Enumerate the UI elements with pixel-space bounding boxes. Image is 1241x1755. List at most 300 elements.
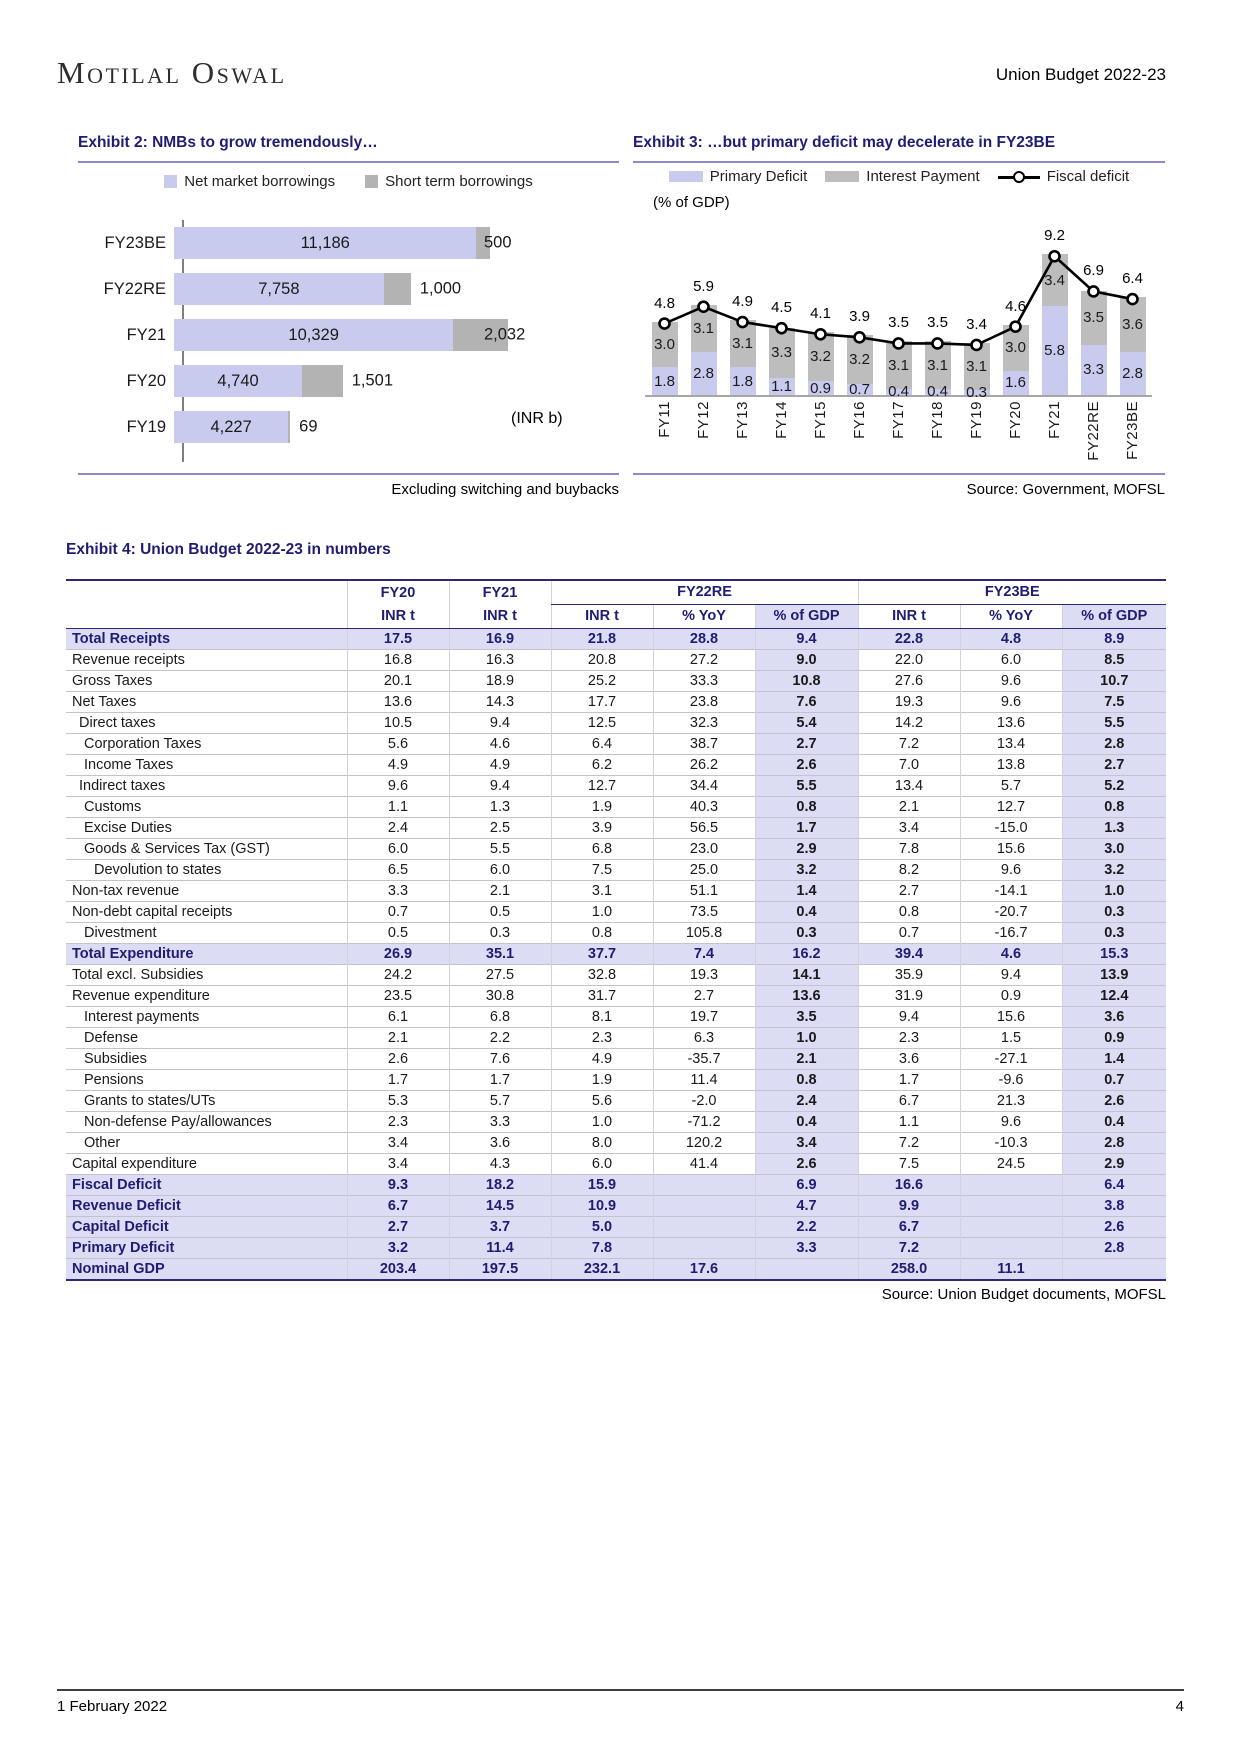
bar-track: [174, 273, 619, 305]
table-row: [66, 670, 1166, 691]
table-row: [66, 733, 1166, 754]
value-cell: 2.2: [755, 1216, 858, 1237]
legend-swatch: [365, 175, 378, 188]
column-group-header: FY21: [449, 580, 551, 604]
value-cell: 7.8: [858, 838, 960, 859]
value-cell: 4.9: [551, 1048, 653, 1069]
value-cell: -71.2: [653, 1111, 755, 1132]
value-cell: 7.5: [551, 859, 653, 880]
value-cell: 18.2: [449, 1174, 551, 1195]
category-label-text: FY15: [812, 401, 829, 439]
value-cell: 2.8: [1062, 1237, 1166, 1258]
value-cell: 2.3: [858, 1027, 960, 1048]
page-header: [57, 56, 1166, 90]
segment-value-label: 1.1: [771, 378, 792, 396]
value-cell: 27.6: [858, 670, 960, 691]
column-subheader: % YoY: [653, 604, 755, 628]
value-cell: 6.7: [858, 1090, 960, 1111]
category-label-text: FY17: [890, 401, 907, 439]
exhibit2-title: Exhibit 2: NMBs to grow tremendously…: [78, 134, 378, 151]
category-label: [762, 401, 801, 439]
segment-value-label: 3.6: [1122, 316, 1143, 334]
value-cell: 73.5: [653, 901, 755, 922]
category-label: [1035, 401, 1074, 439]
value-cell: 12.7: [960, 796, 1062, 817]
value-cell: 9.6: [960, 859, 1062, 880]
category-label-text: FY21: [1046, 401, 1063, 439]
row-label: Interest payments: [66, 1006, 347, 1027]
value-cell: 13.6: [755, 985, 858, 1006]
value-cell: 5.0: [551, 1216, 653, 1237]
value-cell: 18.9: [449, 670, 551, 691]
value-cell: 19.3: [858, 691, 960, 712]
line-marker: [933, 338, 943, 348]
value-cell: 15.6: [960, 838, 1062, 859]
value-cell: 4.3: [449, 1153, 551, 1174]
table-row: [66, 754, 1166, 775]
value-cell: 17.5: [347, 628, 449, 649]
value-cell: -2.0: [653, 1090, 755, 1111]
value-cell: 12.4: [1062, 985, 1166, 1006]
line-marker: [1089, 286, 1099, 296]
row-label: Divestment: [66, 922, 347, 943]
exhibit2: [78, 134, 619, 506]
segment-value-label: 3.0: [654, 336, 675, 354]
value-cell: 2.3: [347, 1111, 449, 1132]
value-cell: 7.4: [653, 943, 755, 964]
value-cell: 6.4: [1062, 1174, 1166, 1195]
bar-value-label: 11,186: [300, 233, 350, 252]
category-label-text: FY14: [773, 401, 790, 439]
value-cell: 4.6: [960, 943, 1062, 964]
value-cell: 2.6: [1062, 1216, 1166, 1237]
value-cell: 1.9: [551, 1069, 653, 1090]
fiscal-deficit-value-label: 5.9: [693, 277, 714, 295]
value-cell: 3.9: [551, 817, 653, 838]
value-cell: 35.9: [858, 964, 960, 985]
segment-value-label: 3.1: [927, 356, 948, 374]
fiscal-deficit-value-label: 4.5: [771, 299, 792, 317]
segment-value-label: 1.8: [654, 372, 675, 390]
category-label: [996, 401, 1035, 439]
exhibit4-title: Exhibit 4: Union Budget 2022-23 in numbers: [66, 541, 391, 558]
value-cell: 3.4: [347, 1153, 449, 1174]
value-cell: 14.2: [858, 712, 960, 733]
value-cell: 22.8: [858, 628, 960, 649]
column-subheader: % of GDP: [1062, 604, 1166, 628]
value-cell: 16.3: [449, 649, 551, 670]
value-cell: 7.5: [858, 1153, 960, 1174]
value-cell: 2.1: [347, 1027, 449, 1048]
bar-segment-short-term-borrowings: [384, 273, 411, 305]
category-label: [723, 401, 762, 439]
category-label: [1113, 401, 1152, 460]
value-cell: 0.8: [755, 1069, 858, 1090]
value-cell: 3.2: [1062, 859, 1166, 880]
line-marker: [972, 340, 982, 350]
value-cell: 1.9: [551, 796, 653, 817]
bar-row: [78, 404, 619, 450]
exhibit3-source: Source: Government, MOFSL: [966, 481, 1165, 498]
exhibit2-title-rule: [78, 161, 619, 163]
value-cell: [960, 1174, 1062, 1195]
row-label: Excise Duties: [66, 817, 347, 838]
row-label: Customs: [66, 796, 347, 817]
segment-value-label: 3.1: [888, 356, 909, 374]
value-cell: 6.5: [347, 859, 449, 880]
value-cell: 2.4: [347, 817, 449, 838]
exhibit3: [633, 134, 1165, 506]
value-cell: 1.1: [347, 796, 449, 817]
column-group-header: FY23BE: [858, 580, 1166, 604]
category-label: [879, 401, 918, 439]
value-cell: 3.6: [858, 1048, 960, 1069]
value-cell: [960, 1216, 1062, 1237]
value-cell: 0.9: [1062, 1027, 1166, 1048]
value-cell: 3.3: [755, 1237, 858, 1258]
value-cell: 5.7: [449, 1090, 551, 1111]
column-subheader: INR t: [449, 604, 551, 628]
value-cell: 9.9: [858, 1195, 960, 1216]
value-cell: 5.5: [449, 838, 551, 859]
value-cell: 4.9: [449, 754, 551, 775]
value-cell: 6.9: [755, 1174, 858, 1195]
value-cell: 6.8: [551, 838, 653, 859]
table-row: [66, 1153, 1166, 1174]
table-row: [66, 796, 1166, 817]
line-marker: [816, 329, 826, 339]
budget-table-head: [66, 580, 1166, 628]
value-cell: -16.7: [960, 922, 1062, 943]
value-cell: 6.0: [551, 1153, 653, 1174]
row-label: Defense: [66, 1027, 347, 1048]
value-cell: 0.4: [1062, 1111, 1166, 1132]
value-cell: 32.3: [653, 712, 755, 733]
value-cell: 1.4: [755, 880, 858, 901]
category-label-text: FY16: [851, 401, 868, 439]
value-cell: 0.8: [858, 901, 960, 922]
segment-value-label: 3.1: [966, 358, 987, 376]
row-label: Non-debt capital receipts: [66, 901, 347, 922]
value-cell: 2.1: [449, 880, 551, 901]
value-cell: 9.6: [960, 1111, 1062, 1132]
segment-value-label: 3.2: [849, 351, 870, 369]
value-cell: 3.4: [755, 1132, 858, 1153]
bar-segment-net-market-borrowings: [174, 273, 384, 305]
segment-value-label: 3.3: [1083, 361, 1104, 379]
line-marker: [1128, 294, 1138, 304]
value-cell: 5.6: [551, 1090, 653, 1111]
bar-row: [78, 358, 619, 404]
value-cell: 4.7: [755, 1195, 858, 1216]
value-cell: 2.2: [449, 1027, 551, 1048]
value-cell: 2.8: [1062, 733, 1166, 754]
value-cell: 6.0: [960, 649, 1062, 670]
value-cell: 5.6: [347, 733, 449, 754]
line-marker: [699, 302, 709, 312]
row-label: Capital expenditure: [66, 1153, 347, 1174]
value-cell: 8.9: [1062, 628, 1166, 649]
value-cell: 1.5: [960, 1027, 1062, 1048]
column-subheader: [66, 604, 347, 628]
line-marker: [894, 338, 904, 348]
table-row: [66, 1006, 1166, 1027]
value-cell: 13.8: [960, 754, 1062, 775]
value-cell: 1.0: [551, 901, 653, 922]
value-cell: 3.3: [347, 880, 449, 901]
value-cell: 3.3: [449, 1111, 551, 1132]
value-cell: 3.6: [1062, 1006, 1166, 1027]
document-title: Union Budget 2022-23: [995, 65, 1166, 84]
value-cell: 14.1: [755, 964, 858, 985]
category-label-text: FY11: [656, 401, 673, 438]
bar-segment-net-market-borrowings: [174, 411, 288, 443]
legend-swatch: [825, 171, 859, 182]
exhibit4: [66, 541, 1166, 1303]
table-row: [66, 1237, 1166, 1258]
table-row: [66, 817, 1166, 838]
segment-value-label: 3.4: [1044, 271, 1065, 289]
value-cell: 6.4: [551, 733, 653, 754]
category-label-text: FY13: [734, 401, 751, 439]
exhibit3-legend: [633, 168, 1165, 185]
value-cell: 0.3: [1062, 922, 1166, 943]
line-marker: [1050, 251, 1060, 261]
value-cell: 23.5: [347, 985, 449, 1006]
value-cell: 14.5: [449, 1195, 551, 1216]
value-cell: 23.0: [653, 838, 755, 859]
value-cell: 3.4: [347, 1132, 449, 1153]
legend-swatch: [669, 171, 703, 182]
legend-item: [669, 168, 808, 185]
value-cell: 1.0: [1062, 880, 1166, 901]
value-cell: 197.5: [449, 1258, 551, 1280]
value-cell: 51.1: [653, 880, 755, 901]
segment-value-label: 3.1: [732, 335, 753, 353]
value-cell: 15.3: [1062, 943, 1166, 964]
value-cell: 7.2: [858, 1132, 960, 1153]
value-cell: 23.8: [653, 691, 755, 712]
value-cell: 6.0: [347, 838, 449, 859]
bar-category-label: FY21: [126, 325, 166, 344]
value-cell: 0.3: [755, 922, 858, 943]
value-cell: 40.3: [653, 796, 755, 817]
exhibit3-title-rule: [633, 161, 1165, 163]
value-cell: 2.7: [755, 733, 858, 754]
column-group-header: FY20: [347, 580, 449, 604]
table-row: [66, 1090, 1166, 1111]
value-cell: 5.3: [347, 1090, 449, 1111]
value-cell: 11.1: [960, 1258, 1062, 1280]
exhibit2-unit-label: (INR b): [511, 410, 563, 427]
value-cell: 5.5: [755, 775, 858, 796]
exhibit3-category-axis: [645, 401, 1152, 461]
value-cell: 7.0: [858, 754, 960, 775]
row-label: Non-defense Pay/allowances: [66, 1111, 347, 1132]
value-cell: 28.8: [653, 628, 755, 649]
category-label-text: FY20: [1007, 401, 1024, 439]
bar-segment-short-term-borrowings: [288, 411, 290, 443]
value-cell: 15.6: [960, 1006, 1062, 1027]
value-cell: 32.8: [551, 964, 653, 985]
value-cell: 2.3: [551, 1027, 653, 1048]
bar-category-label: FY19: [126, 417, 166, 436]
value-cell: 0.7: [858, 922, 960, 943]
value-cell: [960, 1195, 1062, 1216]
value-cell: 6.1: [347, 1006, 449, 1027]
value-cell: 2.1: [755, 1048, 858, 1069]
value-cell: 2.9: [755, 838, 858, 859]
table-row: [66, 628, 1166, 649]
value-cell: 3.4: [858, 817, 960, 838]
bar-segment-net-market-borrowings: [174, 227, 476, 259]
line-marker: [1011, 322, 1021, 332]
value-cell: 13.6: [960, 712, 1062, 733]
bar-track: [174, 227, 619, 259]
table-row: [66, 1216, 1166, 1237]
category-label-text: FY19: [968, 401, 985, 439]
column-subheader: INR t: [858, 604, 960, 628]
value-cell: 0.8: [755, 796, 858, 817]
fiscal-deficit-line: [645, 225, 1152, 401]
value-cell: 9.4: [755, 628, 858, 649]
value-cell: 10.9: [551, 1195, 653, 1216]
value-cell: 1.1: [858, 1111, 960, 1132]
row-label: Total Receipts: [66, 628, 347, 649]
value-cell: 11.4: [449, 1237, 551, 1258]
value-cell: 5.4: [755, 712, 858, 733]
value-cell: [653, 1237, 755, 1258]
row-label: Income Taxes: [66, 754, 347, 775]
value-cell: 9.0: [755, 649, 858, 670]
line-marker-icon: [998, 171, 1040, 183]
segment-value-label: 0.3: [966, 384, 987, 402]
table-row: [66, 712, 1166, 733]
segment-value-label: 0.7: [849, 381, 870, 399]
exhibit4-source: Source: Union Budget documents, MOFSL: [881, 1285, 1166, 1303]
bar-category-label: FY20: [126, 371, 166, 390]
legend-label: Primary Deficit: [709, 168, 808, 185]
value-cell: -9.6: [960, 1069, 1062, 1090]
row-label: Goods & Services Tax (GST): [66, 838, 347, 859]
table-row: [66, 775, 1166, 796]
segment-value-label: 2.8: [693, 365, 714, 383]
value-cell: 2.8: [1062, 1132, 1166, 1153]
row-label: Indirect taxes: [66, 775, 347, 796]
value-cell: 26.2: [653, 754, 755, 775]
table-subheader-row: [66, 604, 1166, 628]
value-cell: 2.6: [755, 754, 858, 775]
value-cell: 6.7: [858, 1216, 960, 1237]
value-cell: 15.9: [551, 1174, 653, 1195]
value-cell: 2.9: [1062, 1153, 1166, 1174]
value-cell: 26.9: [347, 943, 449, 964]
value-cell: 39.4: [858, 943, 960, 964]
legend-item: [164, 173, 335, 190]
bar-segment-net-market-borrowings: [174, 365, 302, 397]
value-cell: 6.7: [347, 1195, 449, 1216]
legend-item: [365, 173, 533, 190]
row-label: Gross Taxes: [66, 670, 347, 691]
legend-label: Short term borrowings: [385, 173, 533, 190]
segment-value-label: 1.6: [1005, 374, 1026, 392]
value-cell: 16.2: [755, 943, 858, 964]
value-cell: 13.4: [858, 775, 960, 796]
value-cell: 1.0: [755, 1027, 858, 1048]
row-label: Revenue receipts: [66, 649, 347, 670]
bar-track: [174, 365, 619, 397]
row-label: Net Taxes: [66, 691, 347, 712]
column-subheader: % YoY: [960, 604, 1062, 628]
value-cell: 6.0: [449, 859, 551, 880]
column-group-header: FY22RE: [551, 580, 858, 604]
segment-value-label: 0.4: [888, 383, 909, 401]
value-cell: 0.8: [551, 922, 653, 943]
value-cell: 9.4: [858, 1006, 960, 1027]
value-cell: 41.4: [653, 1153, 755, 1174]
exhibit3-bottom-rule: [633, 473, 1165, 475]
value-cell: 0.8: [1062, 796, 1166, 817]
bar-row: [78, 220, 619, 266]
column-subheader: INR t: [551, 604, 653, 628]
bar-row: [78, 312, 619, 358]
value-cell: 21.3: [960, 1090, 1062, 1111]
value-cell: 35.1: [449, 943, 551, 964]
row-label: Corporation Taxes: [66, 733, 347, 754]
value-cell: 16.8: [347, 649, 449, 670]
value-cell: 9.3: [347, 1174, 449, 1195]
table-row: [66, 691, 1166, 712]
table-row: [66, 943, 1166, 964]
fiscal-deficit-value-label: 3.4: [966, 315, 987, 333]
value-cell: [960, 1237, 1062, 1258]
value-cell: 1.0: [551, 1111, 653, 1132]
value-cell: 1.7: [347, 1069, 449, 1090]
bar-segment-net-market-borrowings: [174, 319, 453, 351]
line-path: [665, 256, 1133, 345]
value-cell: 27.2: [653, 649, 755, 670]
value-cell: 8.0: [551, 1132, 653, 1153]
value-cell: 3.2: [347, 1237, 449, 1258]
row-label: Devolution to states: [66, 859, 347, 880]
column-subheader: % of GDP: [755, 604, 858, 628]
exhibit3-title: Exhibit 3: …but primary deficit may decelerate in FY23BE: [633, 134, 1056, 151]
value-cell: 5.5: [1062, 712, 1166, 733]
value-cell: 3.7: [449, 1216, 551, 1237]
value-cell: 258.0: [858, 1258, 960, 1280]
table-row: [66, 838, 1166, 859]
value-cell: 8.1: [551, 1006, 653, 1027]
category-label: [918, 401, 957, 439]
value-cell: 9.4: [960, 964, 1062, 985]
category-label: [684, 401, 723, 439]
bar-value-label: 7,758: [258, 279, 300, 298]
bar-value-label: 4,740: [217, 371, 259, 390]
legend-label: Net market borrowings: [184, 173, 336, 190]
row-label: Pensions: [66, 1069, 347, 1090]
value-cell: 4.6: [449, 733, 551, 754]
value-cell: 27.5: [449, 964, 551, 985]
category-label: [801, 401, 840, 439]
value-cell: 4.8: [960, 628, 1062, 649]
segment-value-label: 3.5: [1083, 309, 1104, 327]
value-cell: 24.5: [960, 1153, 1062, 1174]
exhibit3-unit-label: (% of GDP): [653, 194, 730, 211]
value-cell: 2.7: [858, 880, 960, 901]
value-cell: 1.7: [755, 817, 858, 838]
table-row: [66, 880, 1166, 901]
value-cell: 2.7: [1062, 754, 1166, 775]
